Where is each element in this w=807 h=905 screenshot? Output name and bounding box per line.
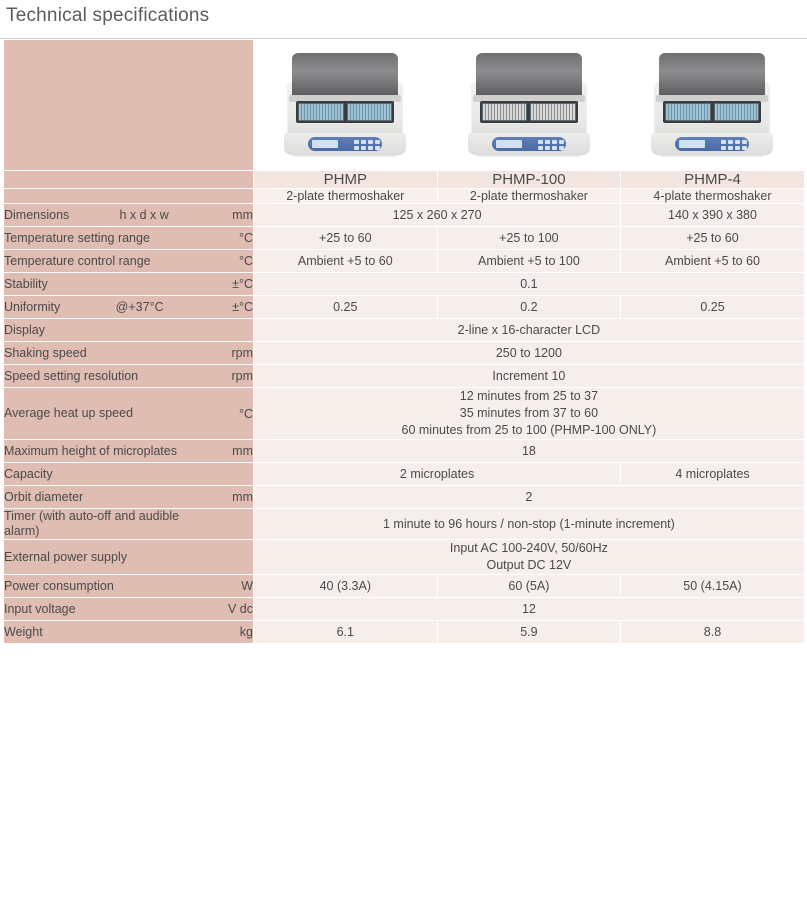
table-row — [4, 598, 805, 621]
row-value: 2-line x 16-character LCD — [457, 322, 601, 337]
row-label-cell — [4, 388, 254, 440]
row-value: 6.1 — [336, 624, 354, 639]
product-image-cell — [254, 40, 438, 171]
row-unit: mm — [232, 490, 253, 504]
row-value-cell — [621, 575, 805, 598]
row-value-cell — [254, 296, 438, 319]
row-value: 12 minutes from 25 to 37 35 minutes from 37 to 60 60 minutes from 25 to 100 (PHMP-100 ONLY) — [401, 389, 657, 437]
row-value: 125 x 260 x 270 — [392, 207, 482, 222]
row-value: 250 to 1200 — [495, 345, 562, 360]
product-name: PHMP-100 — [437, 171, 621, 189]
row-label-qualifier: @+37°C — [115, 300, 164, 314]
row-unit: V dc — [227, 602, 253, 616]
header-corner-cell — [4, 40, 254, 171]
table-row — [4, 365, 805, 388]
row-value-cell — [437, 296, 621, 319]
row-value-cell — [437, 250, 621, 273]
row-value: 18 — [521, 443, 536, 458]
header-subtitle-row — [4, 189, 805, 204]
device-keypad — [354, 140, 380, 150]
row-unit: °C — [238, 231, 253, 245]
row-unit: rpm — [231, 346, 253, 360]
device-lcd-screen — [496, 140, 522, 148]
device-lcd-screen — [679, 140, 705, 148]
row-label-cell — [4, 486, 254, 509]
row-value: +25 to 60 — [319, 230, 372, 245]
header-image-row — [4, 40, 805, 171]
row-value-cell — [621, 250, 805, 273]
table-row — [4, 509, 805, 540]
product-image-cell — [621, 40, 805, 171]
row-label-cell — [4, 296, 254, 319]
row-value: 60 (5A) — [508, 578, 550, 593]
table-row — [4, 296, 805, 319]
table-row — [4, 319, 805, 342]
row-unit: mm — [232, 208, 253, 222]
row-value-cell — [621, 227, 805, 250]
row-label-cell — [4, 342, 254, 365]
row-unit: rpm — [231, 369, 253, 383]
row-value-cell — [254, 273, 805, 296]
row-label-cell — [4, 227, 254, 250]
row-value: 140 x 390 x 380 — [668, 207, 757, 222]
row-label: Weight — [4, 624, 43, 639]
table-row — [4, 575, 805, 598]
row-value: 0.1 — [520, 276, 538, 291]
row-value: 0.2 — [520, 299, 538, 314]
row-unit: °C — [238, 254, 253, 268]
row-value-cell — [437, 621, 621, 644]
header-name-spacer — [4, 171, 254, 189]
row-value-cell — [254, 463, 621, 486]
row-value-cell — [254, 575, 438, 598]
row-label-cell — [4, 463, 254, 486]
table-row — [4, 273, 805, 296]
row-label: Stability — [4, 276, 48, 291]
row-unit: kg — [239, 625, 253, 639]
row-value-cell — [254, 250, 438, 273]
page-header — [0, 0, 807, 36]
row-value: 5.9 — [520, 624, 538, 639]
device-lcd-screen — [312, 140, 338, 148]
row-label-cell — [4, 365, 254, 388]
microplate — [530, 103, 576, 121]
table-row — [4, 250, 805, 273]
specifications-table — [3, 39, 805, 644]
page-title: Technical specifications — [6, 5, 210, 26]
device-plate-tray — [663, 101, 761, 123]
row-label-cell — [4, 509, 254, 540]
row-value-cell — [254, 540, 805, 575]
row-value: +25 to 100 — [499, 230, 559, 245]
table-row — [4, 486, 805, 509]
table-row — [4, 204, 805, 227]
row-label-cell — [4, 273, 254, 296]
row-value: 8.8 — [703, 624, 722, 639]
phmp-100-thermoshaker-photo — [464, 51, 594, 155]
row-value-cell — [621, 296, 805, 319]
row-value: Ambient +5 to 60 — [665, 253, 760, 268]
row-value-cell — [254, 598, 805, 621]
table-row — [4, 440, 805, 463]
row-unit: °C — [238, 406, 253, 421]
device-plate-tray — [296, 101, 394, 123]
microplate — [298, 103, 344, 121]
row-value: Ambient +5 to 100 — [477, 253, 580, 268]
row-value-cell — [254, 365, 805, 388]
row-value: 4 microplates — [675, 466, 750, 481]
row-label: Dimensions — [4, 207, 70, 222]
row-unit: ±°C — [232, 300, 253, 314]
row-value-cell — [254, 342, 805, 365]
row-label: Temperature setting range — [4, 230, 150, 245]
row-label: Speed setting resolution — [4, 368, 139, 383]
row-value-cell — [621, 463, 805, 486]
row-value: 40 (3.3A) — [319, 578, 371, 593]
row-value: +25 to 60 — [686, 230, 739, 245]
row-value: Input AC 100-240V, 50/60Hz Output DC 12V — [449, 541, 608, 572]
row-label: Shaking speed — [4, 345, 87, 360]
product-subtitle: 4-plate thermoshaker — [621, 189, 805, 204]
row-value-cell — [254, 486, 805, 509]
device-keypad — [538, 140, 564, 150]
row-value: Ambient +5 to 60 — [297, 253, 393, 268]
row-label-cell — [4, 440, 254, 463]
row-value-cell — [254, 621, 438, 644]
row-value: 0.25 — [333, 299, 358, 314]
table-row — [4, 227, 805, 250]
product-image-cell — [437, 40, 621, 171]
row-label-cell — [4, 319, 254, 342]
row-label: Temperature control range — [4, 253, 151, 268]
row-label: Display — [4, 322, 45, 337]
device-plate-tray — [480, 101, 578, 123]
row-label: Average heat up speed — [4, 406, 134, 420]
phmp-4-thermoshaker-photo — [647, 51, 777, 155]
row-value-cell — [437, 575, 621, 598]
row-label-qualifier: h x d x w — [119, 208, 169, 222]
row-label: External power supply — [4, 549, 127, 564]
row-value-cell — [437, 227, 621, 250]
row-label: Uniformity — [4, 299, 61, 314]
row-value: 50 (4.15A) — [683, 578, 742, 593]
microplate — [714, 103, 760, 121]
row-value: Increment 10 — [492, 368, 566, 383]
table-row — [4, 621, 805, 644]
row-value-cell — [254, 204, 621, 227]
row-label: Maximum height of microplates — [4, 443, 177, 458]
row-label-cell — [4, 621, 254, 644]
table-row — [4, 540, 805, 575]
header-subtitle-spacer — [4, 189, 254, 204]
microplate — [482, 103, 528, 121]
row-value-cell — [254, 440, 805, 463]
device-keypad — [721, 140, 747, 150]
row-value: 1 minute to 96 hours / non-stop (1-minute increment) — [382, 516, 675, 531]
table-row — [4, 463, 805, 486]
row-label-cell — [4, 598, 254, 621]
row-label-cell — [4, 250, 254, 273]
row-label: Power consumption — [4, 578, 114, 593]
row-label-cell — [4, 540, 254, 575]
table-row — [4, 342, 805, 365]
row-unit: ±°C — [232, 277, 253, 291]
row-value-cell — [254, 388, 805, 440]
row-label: Timer (with auto-off and audible alarm) — [4, 509, 180, 538]
row-label: Input voltage — [4, 601, 76, 616]
microplate — [665, 103, 711, 121]
row-value-cell — [621, 621, 805, 644]
product-name: PHMP — [254, 171, 438, 189]
row-unit: mm — [232, 444, 253, 458]
row-label-cell — [4, 575, 254, 598]
row-value-cell — [254, 319, 805, 342]
device-lid — [476, 53, 582, 99]
microplate — [347, 103, 393, 121]
row-unit: W — [241, 579, 253, 593]
row-value: 2 microplates — [399, 466, 475, 481]
phmp-thermoshaker-photo — [280, 51, 410, 155]
row-value: 12 — [521, 601, 536, 616]
row-value-cell — [254, 509, 805, 540]
product-subtitle: 2-plate thermoshaker — [437, 189, 621, 204]
device-lid — [659, 53, 765, 99]
product-subtitle: 2-plate thermoshaker — [254, 189, 438, 204]
row-value: 0.25 — [700, 299, 725, 314]
row-value-cell — [254, 227, 438, 250]
table-row — [4, 388, 805, 440]
row-label: Orbit diameter — [4, 489, 84, 504]
row-label-cell — [4, 204, 254, 227]
row-label: Capacity — [4, 466, 53, 481]
product-name: PHMP-4 — [621, 171, 805, 189]
row-value-cell — [621, 204, 805, 227]
header-name-row — [4, 171, 805, 189]
device-lid — [292, 53, 398, 99]
row-value: 2 — [525, 489, 533, 504]
